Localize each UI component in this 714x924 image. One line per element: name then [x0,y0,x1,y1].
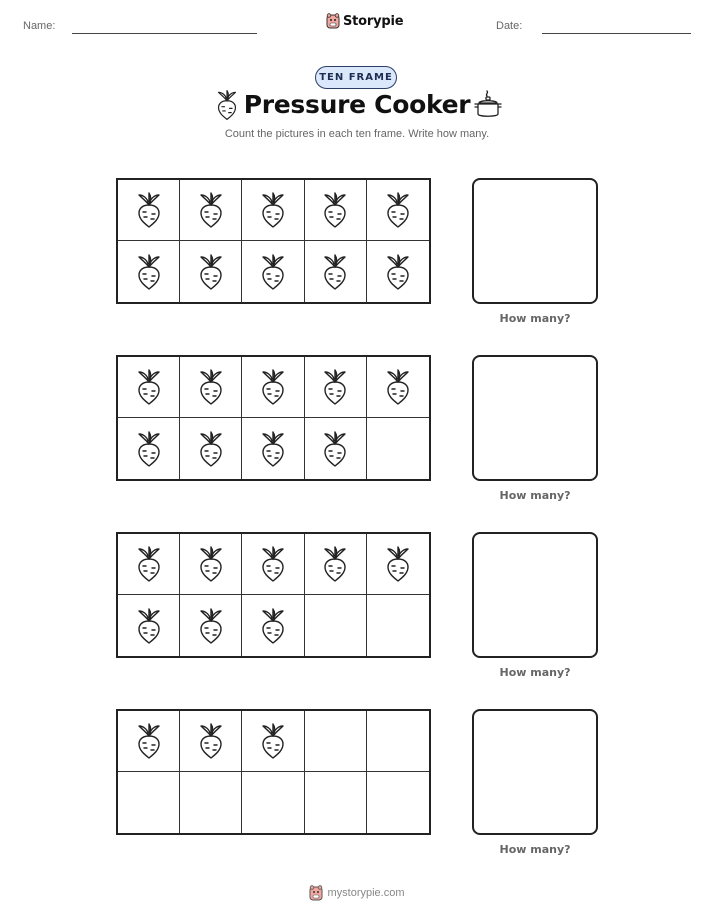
radish-icon [198,431,224,467]
radish-icon [260,608,286,644]
ten-frame-cell [180,711,242,772]
ten-frame-cell [367,534,429,595]
radish-icon [260,546,286,582]
date-label: Date: [496,20,523,32]
ten-frame-cell [305,595,367,656]
radish-icon [198,723,224,759]
ten-frame-cell [180,534,242,595]
radish-icon [322,546,348,582]
storypie-mascot-icon [309,885,323,901]
ten-frame-cell [305,418,367,479]
radish-icon [198,369,224,405]
ten-frame-cell [118,595,180,656]
ten-frame-cell [242,772,304,833]
ten-frame-cell [118,241,180,302]
ten-frame-cell [118,711,180,772]
answer-box[interactable] [472,178,598,304]
radish-icon [260,192,286,228]
answer-box[interactable] [472,355,598,481]
footer-site: mystorypie.com [327,887,405,899]
ten-frame-cell [180,418,242,479]
ten-frame-cell [367,772,429,833]
ten-frame-cell [367,180,429,241]
ten-frame-cell [118,357,180,418]
ten-frame [116,355,431,481]
radish-icon [198,546,224,582]
radish-icon [260,723,286,759]
ten-frame-cell [305,534,367,595]
ten-frame-cell [180,241,242,302]
radish-icon [322,254,348,290]
name-line [72,33,257,34]
pressure-cooker-icon [474,90,502,120]
ten-frame-cell [305,772,367,833]
radish-icon [136,608,162,644]
page-title: Pressure Cooker [243,90,471,119]
ten-frame [116,709,431,835]
ten-frame-cell [242,357,304,418]
ten-frame-cell [180,595,242,656]
ten-frame [116,178,431,304]
radish-icon [136,369,162,405]
how-many-label: How many? [499,843,571,856]
radish-icon [385,254,411,290]
storypie-logo [326,13,403,29]
ten-frame-cell [242,180,304,241]
ten-frame-cell [242,711,304,772]
ten-frame [116,532,431,658]
ten-frame-cell [118,180,180,241]
ten-frame-cell [118,534,180,595]
ten-frame-cell [118,418,180,479]
answer-box[interactable] [472,532,598,658]
ten-frame-cell [305,241,367,302]
ten-frame-cell [118,772,180,833]
ten-frame-cell [367,418,429,479]
radish-icon [198,608,224,644]
name-label: Name: [23,20,56,32]
ten-frame-cell [242,595,304,656]
radish-icon [136,431,162,467]
radish-icon [198,254,224,290]
ten-frame-badge: TEN FRAME [315,66,397,89]
ten-frame-cell [305,711,367,772]
how-many-label: How many? [499,489,571,502]
answer-box[interactable] [472,709,598,835]
date-line [542,33,691,34]
how-many-label: How many? [499,666,571,679]
ten-frame-cell [367,357,429,418]
brand-name: Storypie [343,13,404,29]
instructions: Count the pictures in each ten frame. Write how many. [224,128,490,140]
ten-frame-cell [180,772,242,833]
ten-frame-cell [367,241,429,302]
footer [0,885,714,901]
radish-icon [385,192,411,228]
radish-icon [136,192,162,228]
ten-frame-cell [367,595,429,656]
radish-icon [385,369,411,405]
ten-frame-cell [367,711,429,772]
storypie-mascot-icon [326,13,340,29]
radish-icon [198,192,224,228]
radish-icon [260,369,286,405]
radish-icon [136,546,162,582]
ten-frame-cell [305,180,367,241]
how-many-label: How many? [499,312,571,325]
radish-icon [136,254,162,290]
radish-icon [260,431,286,467]
ten-frame-cell [242,534,304,595]
radish-icon [136,723,162,759]
ten-frame-cell [242,418,304,479]
radish-icon [322,192,348,228]
radish-icon [322,431,348,467]
ten-frame-cell [180,180,242,241]
ten-frame-cell [305,357,367,418]
radish-icon [385,546,411,582]
ten-frame-cell [180,357,242,418]
radish-icon [260,254,286,290]
ten-frame-cell [242,241,304,302]
radish-icon [322,369,348,405]
